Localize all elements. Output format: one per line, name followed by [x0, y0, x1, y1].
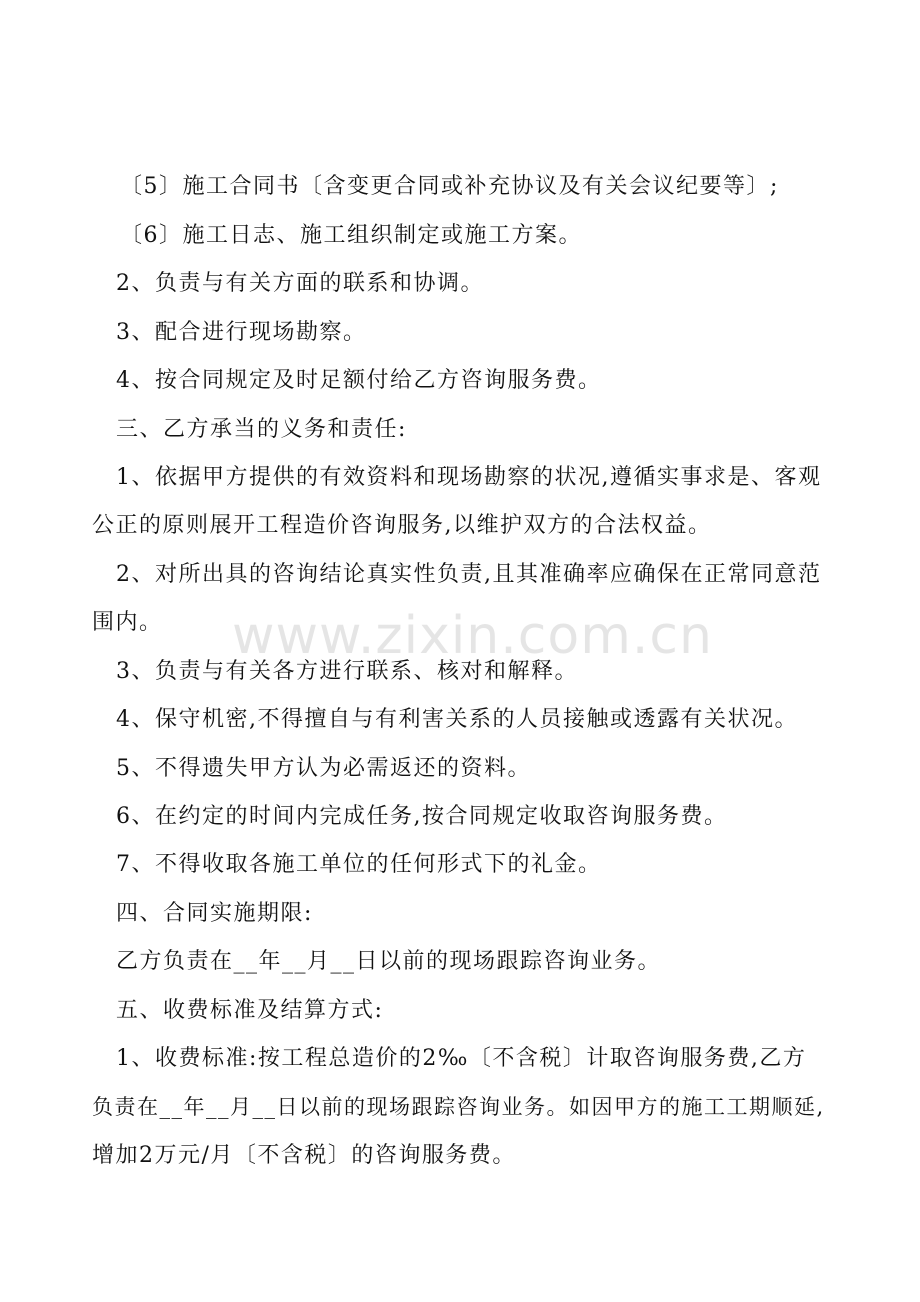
text-line: 公正的原则展开工程造价咨询服务,以维护双方的合法权益。 — [92, 513, 712, 538]
text-line: 4、保守机密,不得擅自与有利害关系的人员接触或透露有关状况。 — [116, 707, 798, 732]
section-heading: 三、乙方承当的义务和责任: — [116, 417, 407, 442]
text-line: 3、负责与有关各方进行联系、核对和解释。 — [116, 659, 578, 684]
text-line: 5、不得遗失甲方认为必需返还的资料。 — [116, 756, 531, 781]
text-line: 围内。 — [92, 610, 163, 635]
text-line: 负责在__年__月__日以前的现场跟踪咨询业务。如因甲方的施工工期顺延, — [92, 1095, 825, 1119]
section-heading: 四、合同实施期限: — [116, 901, 313, 926]
text-line: 7、不得收取各施工单位的任何形式下的礼金。 — [116, 852, 602, 877]
text-line: 〔6〕施工日志、施工组织制定或施工方案。 — [120, 223, 582, 248]
text-line: 1、依据甲方提供的有效资料和现场勘察的状况,遵循实事求是、客观 — [116, 465, 822, 490]
text-line: 1、收费标准:按工程总造价的2‰〔不含税〕计取咨询服务费,乙方 — [116, 1046, 807, 1071]
text-line: 4、按合同规定及时足额付给乙方咨询服务费。 — [116, 368, 602, 393]
text-line: 乙方负责在__年__月__日以前的现场跟踪咨询业务。 — [116, 949, 662, 974]
watermark-text: www.zixin.com.cn — [232, 606, 713, 666]
section-heading: 五、收费标准及结算方式: — [116, 998, 384, 1023]
text-line: 6、在约定的时间内完成任务,按合同规定收取咨询服务费。 — [116, 804, 728, 829]
text-line: 3、配合进行现场勘察。 — [116, 320, 367, 345]
text-line: 2、对所出具的咨询结论真实性负责,且其准确率应确保在正常同意范 — [116, 562, 822, 587]
text-line: 2、负责与有关方面的联系和协调。 — [116, 271, 484, 296]
text-line: 增加2万元/月〔不含税〕的咨询服务费。 — [92, 1143, 516, 1168]
text-line: 〔5〕施工合同书〔含变更合同或补充协议及有关会议纪要等〕; — [120, 174, 779, 199]
